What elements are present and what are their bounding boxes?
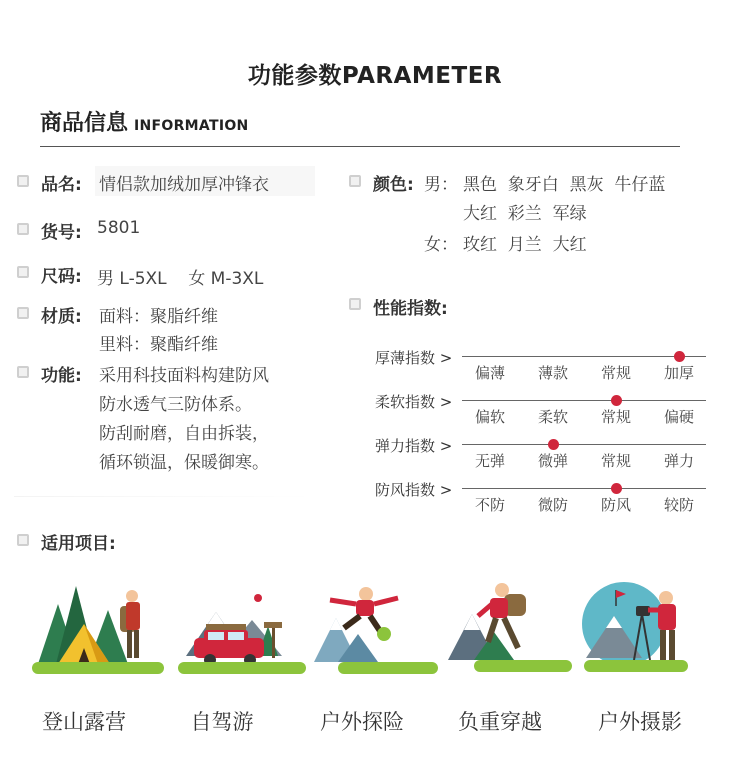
trekking-icon — [444, 576, 584, 686]
sku-label: 货号: — [41, 223, 82, 243]
scale-marker — [548, 439, 559, 450]
info-heading-cn: 商品信息 — [40, 111, 129, 136]
color-male-line2: 大红 彩兰 军绿 — [463, 204, 587, 224]
scale-option: 常规 — [600, 364, 631, 382]
sku-value: 5801 — [97, 218, 141, 238]
scale-marker — [674, 351, 685, 362]
size-value: 男 L-5XL 女 M-3XL — [97, 269, 264, 289]
section-title — [0, 57, 750, 90]
scale-track — [462, 356, 706, 357]
color-female-prefix: 女： — [424, 235, 458, 255]
scale-option: 常规 — [600, 452, 631, 470]
scale-label: 防风指数 > — [375, 481, 453, 499]
usage-label-camping: 登山露营 — [42, 710, 126, 734]
bullet-icon — [349, 298, 361, 310]
title-en: PARAMETER — [341, 63, 503, 89]
scale-marker — [611, 483, 622, 494]
function-line: 防水透气三防体系。 — [99, 395, 252, 415]
function-label: 功能: — [41, 366, 82, 386]
usage-label-road-trip: 自驾游 — [190, 710, 254, 734]
scale-label: 柔软指数 > — [375, 393, 453, 411]
function-line: 循环锁温，保暖御寒。 — [99, 453, 269, 473]
info-heading-en: INFORMATION — [134, 118, 249, 134]
scale-label: 厚薄指数 > — [375, 349, 453, 367]
material-outer: 面料：聚脂纤维 — [99, 307, 218, 327]
scale-option: 弹力 — [663, 452, 694, 470]
name-label: 品名: — [41, 175, 82, 195]
material-inner: 里料：聚酯纤维 — [99, 335, 218, 355]
photography-icon — [580, 576, 720, 686]
road-trip-icon — [172, 576, 312, 686]
scale-option: 无弹 — [474, 452, 505, 470]
function-line: 采用科技面料构建防风 — [99, 366, 269, 386]
scale-option: 常规 — [600, 408, 631, 426]
scale-option: 薄款 — [537, 364, 568, 382]
scale-marker — [611, 395, 622, 406]
scale-option: 不防 — [474, 496, 505, 514]
color-female-line: 玫红 月兰 大红 — [463, 235, 587, 255]
bullet-icon — [17, 534, 29, 546]
color-label: 颜色: — [373, 175, 414, 195]
adventure-icon — [308, 576, 448, 686]
bullet-icon — [17, 366, 29, 378]
scale-option: 加厚 — [663, 364, 694, 382]
info-heading — [40, 106, 249, 137]
size-label: 尺码: — [41, 267, 82, 287]
bullet-icon — [17, 175, 29, 187]
scale-track — [462, 400, 706, 401]
usage-label-trekking: 负重穿越 — [458, 710, 542, 734]
info-divider — [40, 146, 680, 147]
function-line: 防刮耐磨，自由拆装， — [99, 424, 269, 444]
title-cn: 功能参数 — [247, 63, 342, 89]
usage-label-adventure: 户外探险 — [320, 710, 404, 734]
section-divider — [14, 496, 314, 497]
name-value: 情侣款加绒加厚冲锋衣 — [99, 175, 269, 195]
material-label: 材质: — [41, 307, 82, 327]
color-male-prefix: 男： — [424, 175, 458, 195]
scale-option: 偏软 — [474, 408, 505, 426]
scale-option: 柔软 — [537, 408, 568, 426]
bullet-icon — [17, 223, 29, 235]
scale-option: 偏薄 — [474, 364, 505, 382]
scale-label: 弹力指数 > — [375, 437, 453, 455]
scale-track — [462, 444, 706, 445]
bullet-icon — [17, 307, 29, 319]
bullet-icon — [17, 266, 29, 278]
scale-option: 微弹 — [537, 452, 568, 470]
bullet-icon — [349, 175, 361, 187]
usage-label: 适用项目: — [41, 534, 116, 554]
scale-option: 偏硬 — [663, 408, 694, 426]
scale-track — [462, 488, 706, 489]
scale-option: 较防 — [663, 496, 694, 514]
scale-option: 微防 — [537, 496, 568, 514]
scale-option: 防风 — [600, 496, 631, 514]
camping-icon — [28, 576, 168, 686]
color-male-line1: 黑色 象牙白 黑灰 牛仔蓝 — [463, 175, 666, 195]
performance-label: 性能指数: — [373, 299, 448, 319]
usage-label-photography: 户外摄影 — [598, 710, 682, 734]
